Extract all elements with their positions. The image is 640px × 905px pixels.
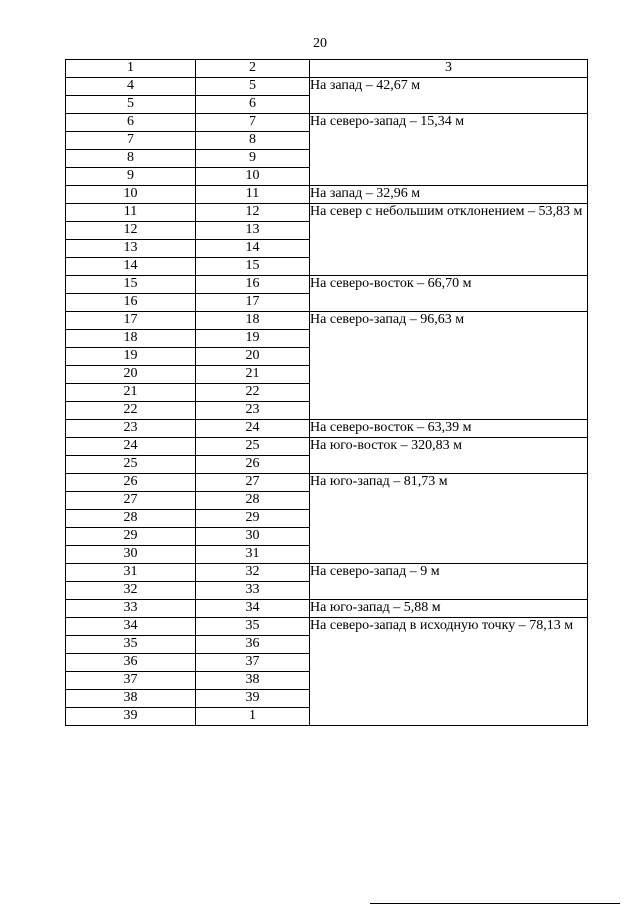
point-from-cell: 11 (66, 204, 196, 222)
direction-description-cell: На северо-запад – 96,63 м (310, 312, 588, 420)
point-from-cell: 6 (66, 114, 196, 132)
point-from-cell: 33 (66, 600, 196, 618)
table-row (66, 564, 588, 582)
direction-description-cell: На юго-запад – 81,73 м (310, 474, 588, 564)
point-to-cell: 10 (196, 168, 310, 186)
point-from-cell: 30 (66, 546, 196, 564)
point-to-cell: 7 (196, 114, 310, 132)
point-from-cell: 20 (66, 366, 196, 384)
point-from-cell: 36 (66, 654, 196, 672)
point-from-cell: 32 (66, 582, 196, 600)
point-to-cell: 37 (196, 654, 310, 672)
point-from-cell: 28 (66, 510, 196, 528)
point-to-cell: 9 (196, 150, 310, 168)
point-from-cell: 14 (66, 258, 196, 276)
table-row (66, 114, 588, 132)
point-to-cell: 28 (196, 492, 310, 510)
point-from-cell: 24 (66, 438, 196, 456)
point-from-cell: 37 (66, 672, 196, 690)
direction-description-cell: На запад – 32,96 м (310, 186, 588, 204)
point-from-cell: 29 (66, 528, 196, 546)
direction-description-cell: На северо-запад – 15,34 м (310, 114, 588, 186)
point-from-cell: 12 (66, 222, 196, 240)
point-to-cell: 36 (196, 636, 310, 654)
direction-description-cell: На северо-восток – 66,70 м (310, 276, 588, 312)
point-from-cell: 22 (66, 402, 196, 420)
point-to-cell: 24 (196, 420, 310, 438)
direction-description-cell: На северо-восток – 63,39 м (310, 420, 588, 438)
point-to-cell: 33 (196, 582, 310, 600)
point-from-cell: 27 (66, 492, 196, 510)
point-from-cell: 23 (66, 420, 196, 438)
point-from-cell: 18 (66, 330, 196, 348)
point-to-cell: 25 (196, 438, 310, 456)
point-from-cell: 19 (66, 348, 196, 366)
table-row (66, 420, 588, 438)
point-from-cell: 10 (66, 186, 196, 204)
point-to-cell: 18 (196, 312, 310, 330)
table-row (66, 600, 588, 618)
point-from-cell: 39 (66, 708, 196, 726)
point-to-cell: 6 (196, 96, 310, 114)
table-row (66, 312, 588, 330)
point-from-cell: 16 (66, 294, 196, 312)
table-header-row (66, 60, 588, 78)
point-from-cell: 34 (66, 618, 196, 636)
point-from-cell: 7 (66, 132, 196, 150)
point-to-cell: 30 (196, 528, 310, 546)
point-to-cell: 12 (196, 204, 310, 222)
point-to-cell: 27 (196, 474, 310, 492)
point-from-cell: 8 (66, 150, 196, 168)
point-from-cell: 4 (66, 78, 196, 96)
point-from-cell: 17 (66, 312, 196, 330)
point-to-cell: 22 (196, 384, 310, 402)
table-row (66, 186, 588, 204)
point-to-cell: 8 (196, 132, 310, 150)
point-to-cell: 38 (196, 672, 310, 690)
header-col-1: 1 (66, 60, 196, 78)
point-to-cell: 19 (196, 330, 310, 348)
point-to-cell: 13 (196, 222, 310, 240)
boundary-table (65, 59, 588, 726)
point-to-cell: 26 (196, 456, 310, 474)
footer-rule (370, 903, 620, 904)
direction-description-cell: На юго-запад – 5,88 м (310, 600, 588, 618)
point-to-cell: 34 (196, 600, 310, 618)
point-from-cell: 35 (66, 636, 196, 654)
point-to-cell: 16 (196, 276, 310, 294)
point-to-cell: 21 (196, 366, 310, 384)
table-row (66, 78, 588, 96)
direction-description-cell: На север с небольшим отклонением – 53,83 м (310, 204, 588, 276)
header-col-2: 2 (196, 60, 310, 78)
point-from-cell: 38 (66, 690, 196, 708)
point-to-cell: 14 (196, 240, 310, 258)
table-row (66, 438, 588, 456)
direction-description-cell: На юго-восток – 320,83 м (310, 438, 588, 474)
table-row (66, 276, 588, 294)
point-to-cell: 29 (196, 510, 310, 528)
point-to-cell: 1 (196, 708, 310, 726)
point-from-cell: 25 (66, 456, 196, 474)
point-from-cell: 15 (66, 276, 196, 294)
point-to-cell: 20 (196, 348, 310, 366)
point-to-cell: 32 (196, 564, 310, 582)
table-row (66, 618, 588, 636)
table-body (66, 78, 588, 726)
direction-description-cell: На северо-запад – 9 м (310, 564, 588, 600)
direction-description-cell: На запад – 42,67 м (310, 78, 588, 114)
point-to-cell: 35 (196, 618, 310, 636)
point-to-cell: 31 (196, 546, 310, 564)
point-to-cell: 5 (196, 78, 310, 96)
point-to-cell: 23 (196, 402, 310, 420)
table-row (66, 204, 588, 222)
point-to-cell: 11 (196, 186, 310, 204)
point-to-cell: 17 (196, 294, 310, 312)
point-to-cell: 15 (196, 258, 310, 276)
point-from-cell: 31 (66, 564, 196, 582)
point-from-cell: 13 (66, 240, 196, 258)
table-row (66, 474, 588, 492)
point-to-cell: 39 (196, 690, 310, 708)
point-from-cell: 21 (66, 384, 196, 402)
page-number: 20 (313, 36, 327, 51)
direction-description-cell: На северо-запад в исходную точку – 78,13 м (310, 618, 588, 726)
point-from-cell: 5 (66, 96, 196, 114)
point-from-cell: 26 (66, 474, 196, 492)
header-col-3: 3 (310, 60, 588, 78)
point-from-cell: 9 (66, 168, 196, 186)
